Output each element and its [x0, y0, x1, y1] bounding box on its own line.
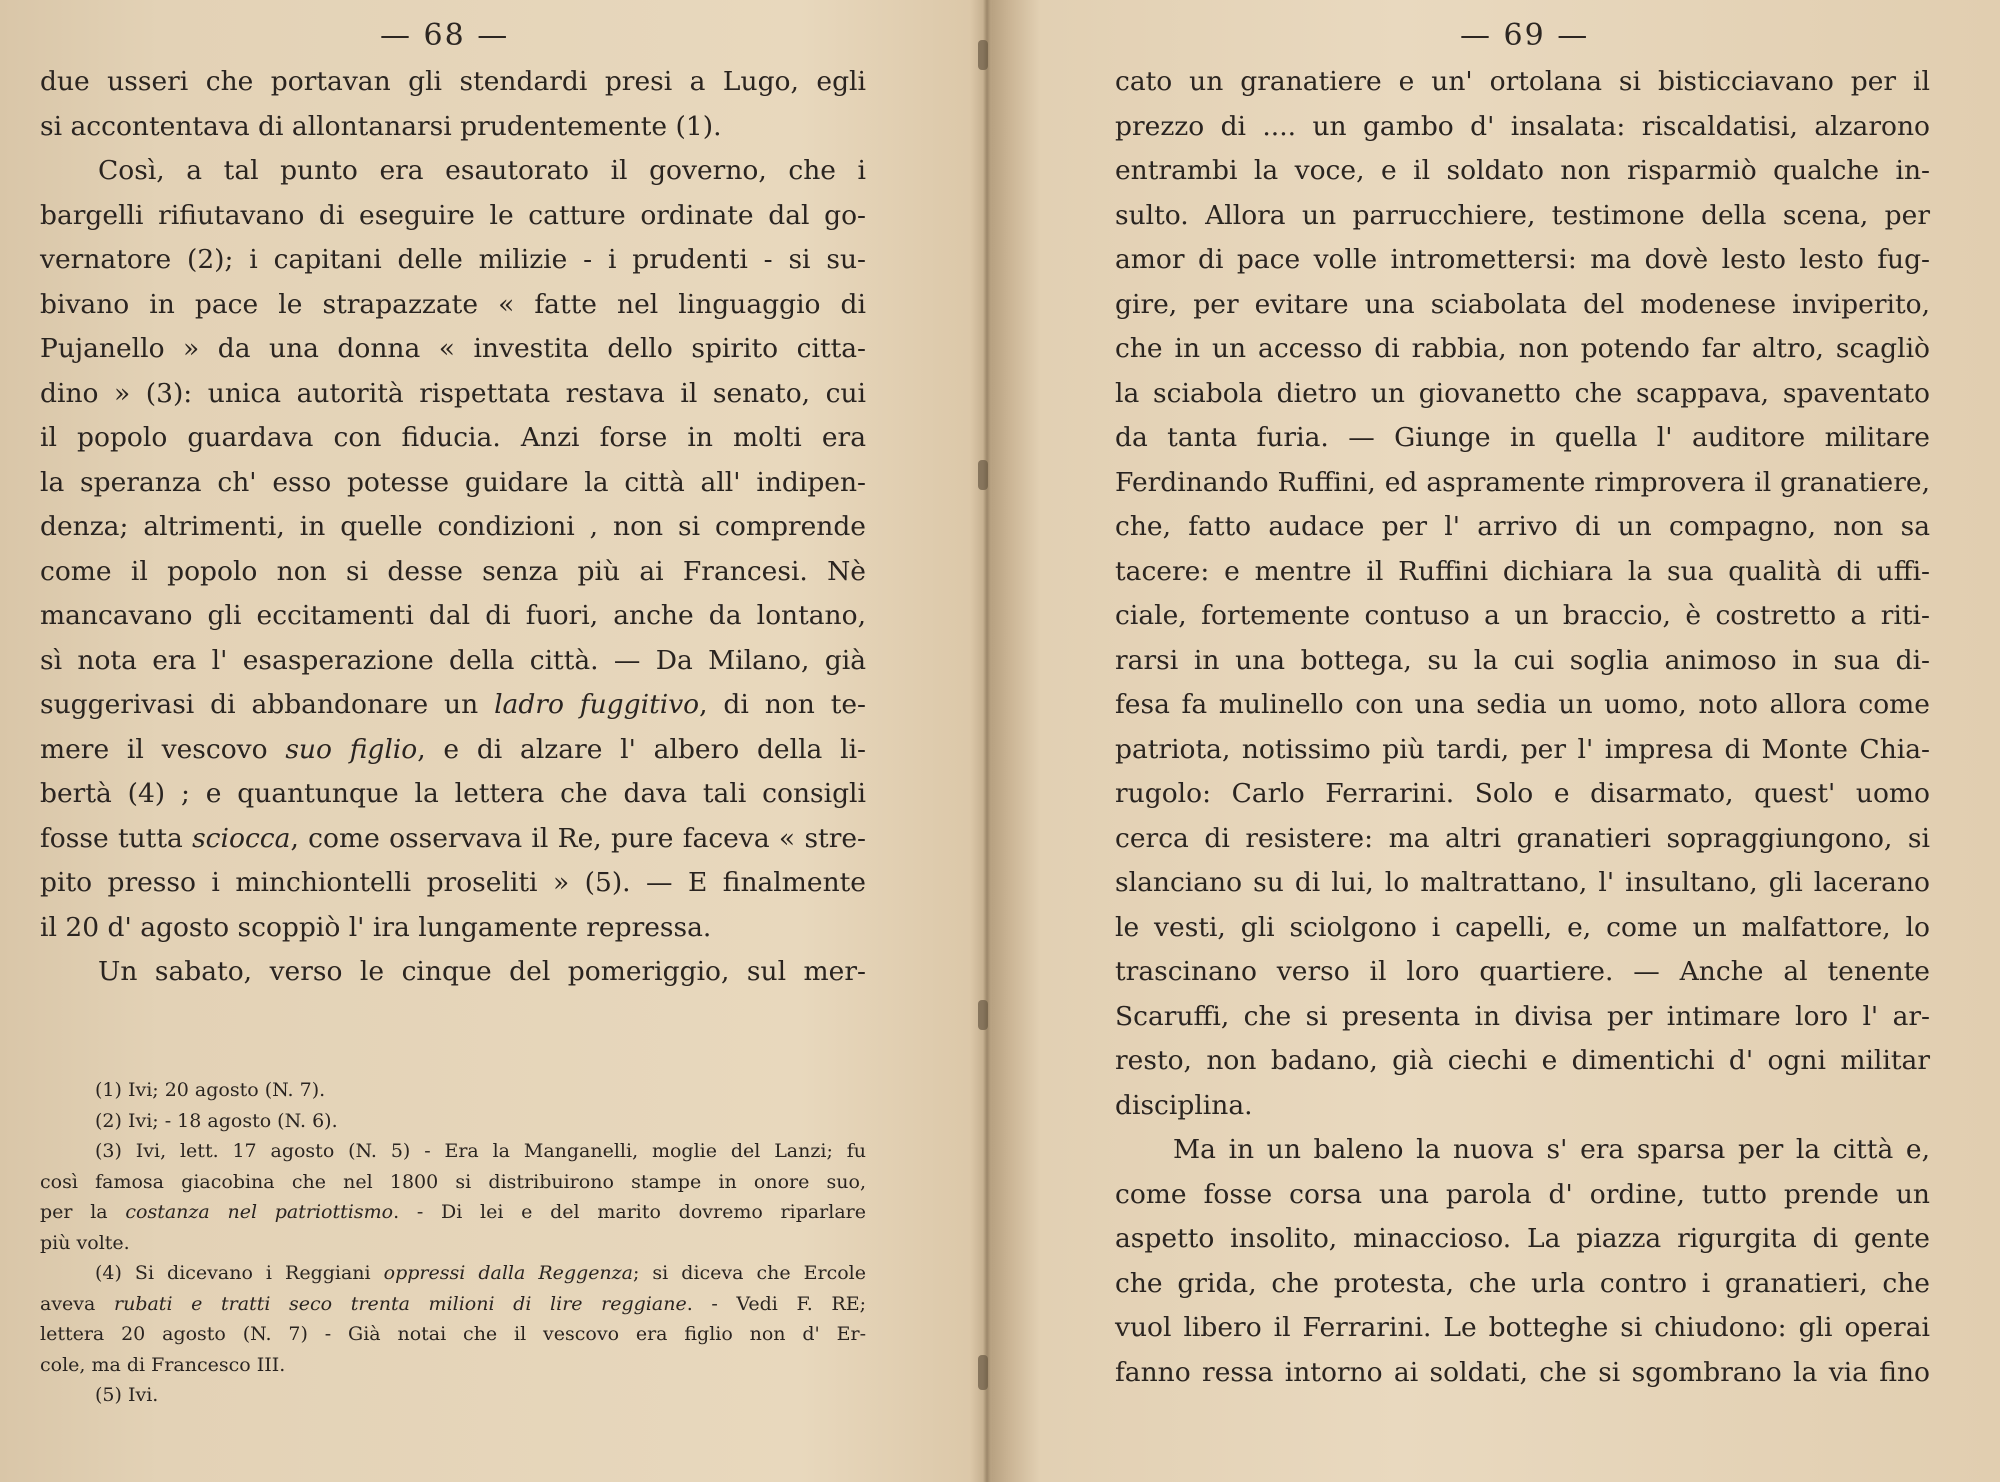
text-line: Così, a tal punto era esautorato il governo, che i	[98, 155, 866, 186]
text-line: la sciabola dietro un giovanetto che scappava, spaventato	[1115, 377, 1930, 409]
text-line: aspetto insolito, minaccioso. La piazza rigurgita di gente	[1115, 1223, 1930, 1254]
text-line: entrambi la voce, e il soldato non risparmiò qualche in-	[1115, 155, 1930, 186]
text-line: Ferdinando Ruffini, ed aspramente rimprovera il granatiere,	[1115, 466, 1930, 498]
text-line: fesa fa mulinello con una sedia un uomo, noto allora come	[1115, 689, 1930, 720]
text-line: pito presso i minchiontelli proseliti » (5). — E finalmente	[40, 867, 866, 898]
footnote-line: (1) Ivi; 20 agosto (N. 7).	[95, 1079, 326, 1101]
text-line: mancavano gli eccitamenti dal di fuori, anche da lontano,	[40, 600, 866, 631]
text-line: Scaruffi, che si presenta in divisa per intimare loro l' ar-	[1115, 1000, 1930, 1032]
main-text	[1115, 60, 1930, 1395]
footnote-line: aveva rubati e tratti seco trenta milioni di lire reggiane. - Vedi F. RE;	[40, 1292, 866, 1315]
text-line: disciplina.	[1115, 1089, 1253, 1121]
text-line: Pujanello » da una donna « investita dello spirito citta-	[40, 333, 866, 364]
footnote-line: (2) Ivi; - 18 agosto (N. 6).	[95, 1109, 338, 1132]
footnote-line: (3) Ivi, lett. 17 agosto (N. 5) - Era la Manganelli, moglie del Lanzi; fu	[95, 1140, 866, 1162]
text-line: Ma in un baleno la nuova s' era sparsa per la città e,	[1173, 1134, 1930, 1165]
text-line: gire, per evitare una sciabolata del modenese inviperito,	[1115, 288, 1930, 320]
text-line: slanciano su di lui, lo maltrattano, l' insultano, gli lacerano	[1115, 867, 1930, 898]
footnote-line: (5) Ivi.	[95, 1384, 159, 1406]
text-line: due usseri che portavan gli stendardi presi a Lugo, egli	[40, 66, 866, 97]
text-line: amor di pace volle intromettersi: ma dovè lesto lesto fug-	[1115, 244, 1930, 275]
text-line: patriota, notissimo più tardi, per l' impresa di Monte Chia-	[1115, 733, 1930, 765]
text-line: fanno ressa intorno ai soldati, che si sgombrano la via fino	[1115, 1356, 1930, 1388]
footnote-line: (4) Si dicevano i Reggiani oppressi dalla Reggenza; si diceva che Ercole	[95, 1262, 866, 1284]
text-line: come il popolo non si desse senza più ai Francesi. Nè	[40, 555, 866, 587]
text-line: bivano in pace le strapazzate « fatte nel linguaggio di	[40, 288, 866, 320]
text-line: vernatore (2); i capitani delle milizie - i prudenti - si su-	[40, 244, 866, 275]
text-line: le vesti, gli sciolgono i capelli, e, come un malfattore, lo	[1115, 911, 1930, 943]
text-line: sì nota era l' esasperazione della città. — Da Milano, già	[40, 644, 866, 676]
text-line: il popolo guardava con fiducia. Anzi forse in molti era	[40, 422, 866, 453]
page-number: — 68 —	[380, 18, 510, 53]
text-line: la speranza ch' esso potesse guidare la città all' indipen-	[40, 466, 866, 498]
text-line: che in un accesso di rabbia, non potendo far altro, scagliò	[1115, 333, 1930, 364]
text-line: cato un granatiere e un' ortolana si bisticciavano per il	[1115, 66, 1930, 97]
footnote-line: per la costanza nel patriottismo. - Di lei e del marito dovremo riparlare	[40, 1201, 866, 1223]
text-line: il 20 d' agosto scoppiò l' ira lungamente repressa.	[40, 911, 712, 943]
main-text	[40, 60, 866, 995]
text-line: sulto. Allora un parrucchiere, testimone della scena, per	[1115, 199, 1930, 231]
footnote-line: lettera 20 agosto (N. 7) - Già notai che il vescovo era figlio non d' Er-	[40, 1323, 866, 1345]
left-page	[0, 0, 988, 1482]
text-line: vuol libero il Ferrarini. Le botteghe si chiudono: gli operai	[1115, 1312, 1930, 1343]
text-line: ciale, fortemente contuso a un braccio, è costretto a riti-	[1115, 600, 1930, 631]
text-line: bargelli rifiutavano di eseguire le catture ordinate dal go-	[40, 199, 866, 231]
text-line: bertà (4) ; e quantunque la lettera che dava tali consigli	[40, 778, 866, 809]
page-number: — 69 —	[1460, 18, 1590, 53]
footnotes	[40, 1075, 866, 1411]
text-line: denza; altrimenti, in quelle condizioni , non si comprende	[40, 511, 866, 542]
text-line: fosse tutta sciocca, come osservava il Re, pure faceva « stre-	[40, 822, 866, 854]
text-line: cerca di resistere: ma altri granatieri sopraggiungono, si	[1115, 822, 1930, 854]
text-line: resto, non badano, già ciechi e dimentichi d' ogni militar	[1115, 1045, 1930, 1076]
right-page	[990, 0, 2000, 1482]
footnote-line: più volte.	[40, 1231, 130, 1254]
text-line: da tanta furia. — Giunge in quella l' auditore militare	[1115, 422, 1930, 453]
footnote-line: così famosa giacobina che nel 1800 si distribuirono stampe in onore suo,	[40, 1170, 866, 1193]
footnote-line: cole, ma di Francesco III.	[40, 1353, 286, 1376]
text-line: tacere: e mentre il Ruffini dichiara la sua qualità di uffi-	[1115, 555, 1930, 587]
text-line: che grida, che protesta, che urla contro i granatieri, che	[1115, 1267, 1930, 1299]
text-line: trascinano verso il loro quartiere. — Anche al tenente	[1115, 956, 1930, 987]
text-line: mere il vescovo suo figlio, e di alzare l' albero della li-	[40, 733, 867, 765]
text-line: Un sabato, verso le cinque del pomeriggio, sul mer-	[98, 956, 866, 987]
text-line: si accontentava di allontanarsi prudentemente (1).	[40, 110, 722, 142]
text-line: come fosse corsa una parola d' ordine, tutto prende un	[1115, 1178, 1930, 1210]
text-line: prezzo di .... un gambo d' insalata: riscaldatisi, alzarono	[1115, 110, 1930, 142]
text-line: rugolo: Carlo Ferrarini. Solo e disarmato, quest' uomo	[1115, 778, 1930, 809]
text-line: rarsi in una bottega, su la cui soglia animoso in sua di-	[1115, 644, 1930, 676]
text-line: suggerivasi di abbandonare un ladro fuggitivo, di non te-	[40, 689, 866, 720]
text-line: che, fatto audace per l' arrivo di un compagno, non sa	[1115, 511, 1930, 542]
text-line: dino » (3): unica autorità rispettata restava il senato, cui	[40, 377, 866, 409]
